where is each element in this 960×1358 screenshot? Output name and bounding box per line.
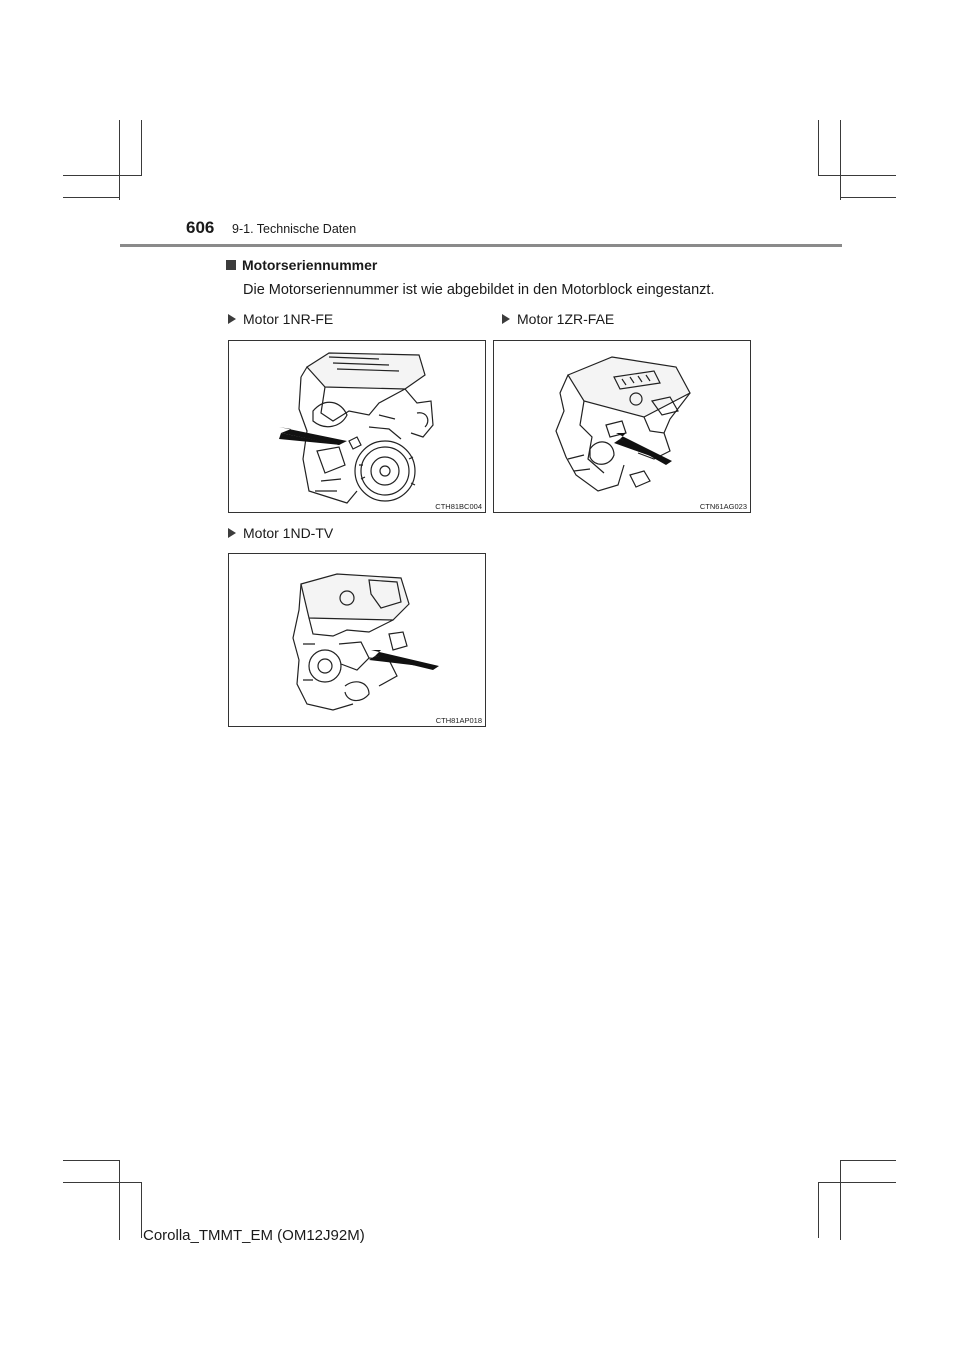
crop-mark [119, 1160, 120, 1240]
figure-code: CTH81AP018 [435, 716, 482, 725]
crop-mark [840, 1160, 841, 1240]
subheading-engine-1 [228, 311, 333, 327]
figure-engine-1nr-fe [228, 340, 486, 513]
section-heading [226, 257, 377, 273]
crop-mark [818, 1182, 896, 1183]
engine-illustration-icon [494, 341, 750, 512]
crop-mark [63, 1182, 141, 1183]
header-divider [120, 244, 842, 247]
figure-code: CTN61AG023 [699, 502, 747, 511]
crop-mark [63, 175, 141, 176]
crop-mark [840, 197, 896, 198]
subheading-engine-3 [228, 525, 333, 541]
crop-mark [63, 1160, 119, 1161]
section-body: Die Motorseriennummer ist wie abgebildet in den Motorblock eingestanzt. [243, 282, 715, 298]
page-number: 606 [186, 218, 215, 237]
triangle-bullet-icon [502, 314, 510, 324]
subheading-text: Motor 1ND-TV [243, 525, 334, 541]
triangle-bullet-icon [228, 314, 236, 324]
crop-mark [840, 120, 841, 200]
triangle-bullet-icon [228, 528, 236, 538]
crop-mark [119, 120, 120, 200]
crop-mark [63, 197, 119, 198]
engine-illustration-icon [229, 554, 485, 726]
crop-mark [818, 120, 819, 176]
crop-mark [840, 1160, 896, 1161]
crop-mark [141, 120, 142, 176]
figure-engine-1nd-tv [228, 553, 486, 727]
subheading-text: Motor 1ZR-FAE [517, 311, 615, 327]
engine-illustration-icon [229, 341, 485, 512]
footer-document-id: Corolla_TMMT_EM (OM12J92M) [143, 1227, 365, 1244]
crop-mark [818, 1182, 819, 1238]
square-bullet-icon [226, 260, 236, 270]
subheading-engine-2 [502, 311, 614, 327]
crop-mark [818, 175, 896, 176]
figure-engine-1zr-fae [493, 340, 751, 513]
section-title-text: Motorseriennummer [242, 257, 378, 273]
figure-code: CTH81BC004 [435, 502, 482, 511]
crop-mark [141, 1182, 142, 1238]
chapter-title: 9-1. Technische Daten [232, 222, 357, 236]
subheading-text: Motor 1NR-FE [243, 311, 334, 327]
